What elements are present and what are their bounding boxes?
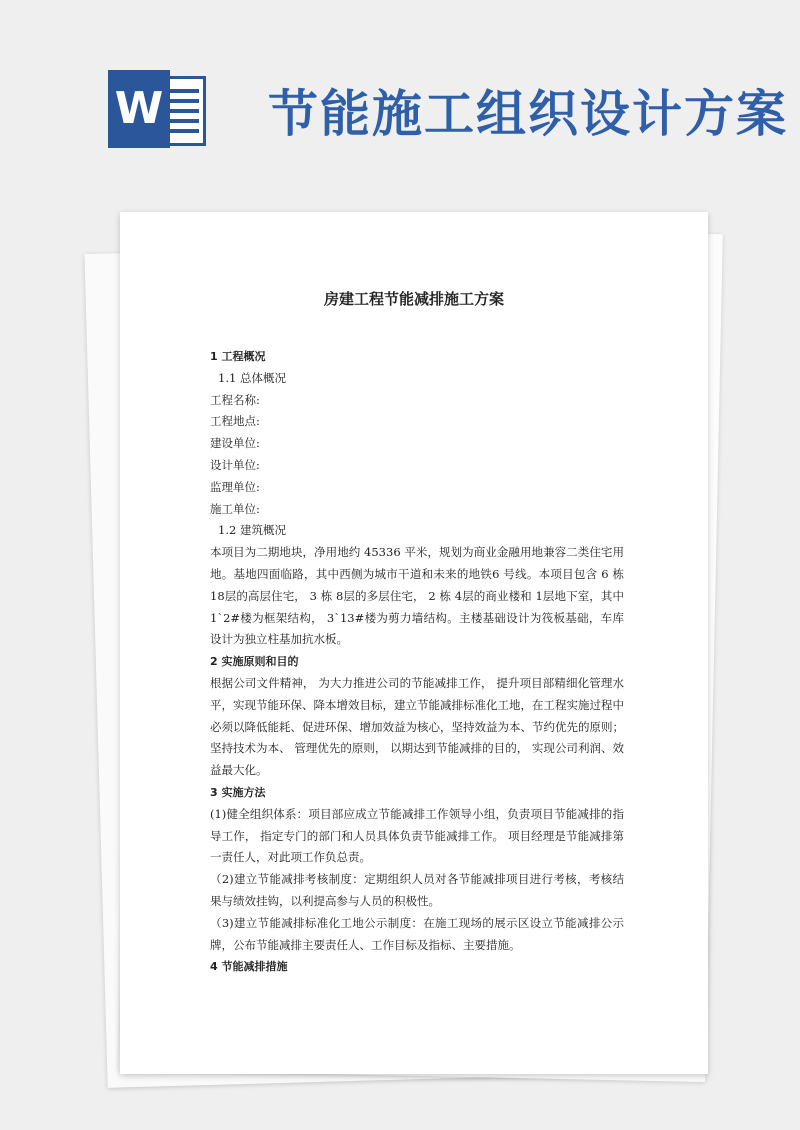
field-supervision-unit: 监理单位: (210, 479, 260, 494)
field-project-name: 工程名称: (210, 392, 260, 407)
section-3-item-3: （3)建立节能减排标准化工地公示制度：在施工现场的展示区设立节能减排公示牌，公布节能减排主要责任人、工作目标及指标、主要措施。 (210, 915, 624, 952)
field-owner-unit: 建设单位: (210, 436, 260, 451)
banner-header (0, 0, 800, 190)
field-construction-unit: 施工单位: (210, 501, 260, 516)
section-3-heading: 3 实施方法 (210, 785, 266, 799)
document-title: 房建工程节能减排施工方案 (323, 290, 504, 308)
section-1-heading: 1 工程概况 (210, 350, 266, 363)
section-3-item-2: （2)建立节能减排考核制度：定期组织人员对各节能减排项目进行考核，考核结果与绩效挂钩，以利提高参与人员的积极性。 (210, 872, 624, 908)
field-design-unit: 设计单位: (210, 457, 260, 472)
document-body (210, 346, 624, 978)
section-3-item-1: (1)健全组织体系：项目部应成立节能减排工作领导小组，负责项目节能减排的指导工作， 指定专门的部门和人员具体负责节能减排工作。 项目经理是节能减排第一责任人，对此项工作负总责。 (210, 806, 624, 865)
section-1-1-heading: 1.1 总体概况 (218, 370, 286, 385)
section-4-heading: 4 节能减排措施 (210, 960, 288, 974)
section-1-2-heading: 1.2 建筑概况 (218, 523, 286, 538)
section-1-2-paragraph: 本项目为二期地块，净用地约 45336 平米，规划为商业金融用地兼容二类住宅用地。基地四面临路，其中西侧为城市干道和未来的地铁6 号线。本项目包含 6 栋 18层的高层住宅， 3 栋 8层的多层住宅， 2 栋 4层的商业楼和 1层地下室，其中 1`2#楼为框架结构， 3`13#楼为剪力墙结构。主楼基础设计为筏板基础，车库设计为独立柱基加抗水板。 (210, 545, 624, 647)
document-page (120, 212, 708, 1074)
word-document-icon (108, 70, 216, 148)
banner-title: 节能施工组织设计方案 (268, 84, 788, 143)
section-2-paragraph: 根据公司文件精神， 为大力推进公司的节能减排工作， 提升项目部精细化管理水平，实现节能环保、降本增效目标，建立节能减排标准化工地，在工程实施过程中必须以降低能耗、促进环保、增加效益为核心，坚持效益为本、节约优先的原则；坚持技术为本、 管理优先的原则， 以期达到节能减排的目的， 实现公司利润、效益最大化。 (210, 675, 624, 778)
field-project-location: 工程地点: (210, 414, 260, 429)
word-badge: W (108, 70, 170, 148)
section-2-heading: 2 实施原则和目的 (210, 655, 299, 669)
